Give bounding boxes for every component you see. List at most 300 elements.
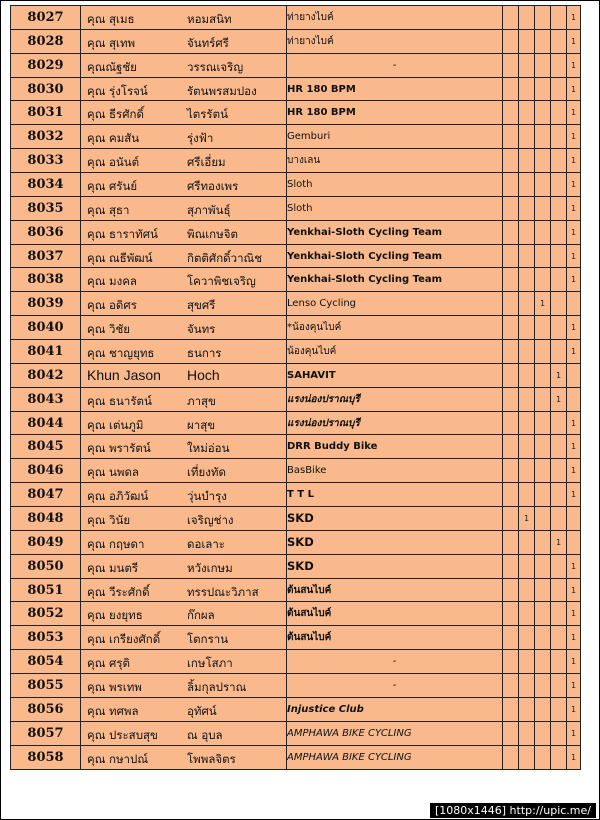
category-flag-5: 1 xyxy=(567,220,581,244)
first-name: คุณ กฤษดา xyxy=(87,536,145,551)
table-row xyxy=(11,721,581,745)
category-flag-3 xyxy=(535,697,551,721)
registration-table xyxy=(10,5,581,770)
category-flag-2 xyxy=(519,387,535,411)
category-flag-3 xyxy=(535,220,551,244)
first-name: คุณณัฐชัย xyxy=(87,59,137,74)
rider-name-cell xyxy=(81,530,287,554)
category-flag-5: 1 xyxy=(567,6,581,30)
category-flag-2 xyxy=(519,29,535,53)
table-row xyxy=(11,340,581,364)
first-name: คุณ ประสบสุข xyxy=(87,727,158,742)
last-name: วรรณเจริญ xyxy=(187,59,244,74)
table-row xyxy=(11,745,581,769)
first-name: คุณ ณธีพัฒน์ xyxy=(87,250,153,265)
bib-number: 8040 xyxy=(11,316,81,340)
last-name: โตกราน xyxy=(187,632,229,647)
category-flag-5: 1 xyxy=(567,674,581,698)
category-flag-3 xyxy=(535,602,551,626)
first-name: คุณ ธนารัตน์ xyxy=(87,393,152,408)
rider-name-cell xyxy=(81,411,287,435)
category-flag-1 xyxy=(503,149,519,173)
last-name: ภาสุข xyxy=(187,393,216,408)
bib-number: 8030 xyxy=(11,77,81,101)
rider-name-cell xyxy=(81,101,287,125)
last-name: รัตนพรสมปอง xyxy=(187,83,257,98)
rider-name-cell xyxy=(81,363,287,387)
category-flag-1 xyxy=(503,316,519,340)
last-name: รุ่งฟ้า xyxy=(187,131,214,146)
category-flag-1 xyxy=(503,650,519,674)
rider-name-cell xyxy=(81,387,287,411)
category-flag-5: 1 xyxy=(567,173,581,197)
table-row xyxy=(11,101,581,125)
last-name: ใหม่อ่อน xyxy=(187,441,230,456)
team-name: ต้นสนไบค์ xyxy=(287,626,503,650)
category-flag-4 xyxy=(551,578,567,602)
bib-number: 8043 xyxy=(11,387,81,411)
first-name: คุณ รุ่งโรจน์ xyxy=(87,83,148,98)
category-flag-1 xyxy=(503,29,519,53)
first-name: คุณ ธีรศักดิ์ xyxy=(87,107,144,122)
rider-name-cell xyxy=(81,149,287,173)
team-name: BasBike xyxy=(287,459,503,483)
table-row xyxy=(11,674,581,698)
rider-name-cell xyxy=(81,483,287,507)
category-flag-2 xyxy=(519,435,535,459)
category-flag-4 xyxy=(551,292,567,316)
category-flag-1 xyxy=(503,602,519,626)
category-flag-5: 1 xyxy=(567,721,581,745)
category-flag-4 xyxy=(551,483,567,507)
first-name: คุณ นพดล xyxy=(87,465,139,480)
category-flag-5: 1 xyxy=(567,411,581,435)
bib-number: 8057 xyxy=(11,721,81,745)
category-flag-3 xyxy=(535,244,551,268)
category-flag-3 xyxy=(535,6,551,30)
table-row xyxy=(11,196,581,220)
last-name: หอมสนิท xyxy=(187,12,232,26)
category-flag-1 xyxy=(503,435,519,459)
last-name: ดอเลาะ xyxy=(187,536,225,551)
rider-name-cell xyxy=(81,435,287,459)
team-name: แรงน่องปราณบุรี xyxy=(287,411,503,435)
team-name: น้องคุนไบค์ xyxy=(287,340,503,364)
category-flag-4 xyxy=(551,77,567,101)
first-name: คุณ ชาญยุทธ xyxy=(87,346,155,361)
category-flag-5: 1 xyxy=(567,435,581,459)
category-flag-1 xyxy=(503,530,519,554)
last-name: เกษโสภา xyxy=(187,656,233,671)
last-name: เที่ยงทัด xyxy=(187,465,226,480)
category-flag-5: 1 xyxy=(567,268,581,292)
category-flag-5: 1 xyxy=(567,77,581,101)
first-name: คุณ เกรียงศักดิ์ xyxy=(87,632,161,647)
category-flag-4 xyxy=(551,101,567,125)
team-name: SKD xyxy=(287,507,503,531)
rider-name-cell xyxy=(81,578,287,602)
registration-rows xyxy=(11,6,581,770)
category-flag-4 xyxy=(551,554,567,578)
category-flag-5: 1 xyxy=(567,697,581,721)
category-flag-3 xyxy=(535,650,551,674)
category-flag-5: 1 xyxy=(567,578,581,602)
category-flag-4 xyxy=(551,507,567,531)
team-name: - xyxy=(287,53,503,77)
category-flag-2 xyxy=(519,650,535,674)
first-name: คุณ อนันต์ xyxy=(87,155,140,170)
bib-number: 8038 xyxy=(11,268,81,292)
category-flag-5: 1 xyxy=(567,483,581,507)
category-flag-4 xyxy=(551,745,567,769)
last-name: Hoch xyxy=(187,366,220,383)
category-flag-2 xyxy=(519,292,535,316)
category-flag-3 xyxy=(535,745,551,769)
category-flag-5: 1 xyxy=(567,29,581,53)
team-name: SKD xyxy=(287,554,503,578)
category-flag-5: 1 xyxy=(567,745,581,769)
team-name: Sloth xyxy=(287,196,503,220)
category-flag-2 xyxy=(519,554,535,578)
bib-number: 8033 xyxy=(11,149,81,173)
category-flag-5: 1 xyxy=(567,244,581,268)
team-name: SAHAVIT xyxy=(287,363,503,387)
category-flag-3 xyxy=(535,29,551,53)
category-flag-1 xyxy=(503,6,519,30)
last-name: จันทร xyxy=(187,322,216,337)
table-row xyxy=(11,602,581,626)
last-name: เจริญช่าง xyxy=(187,513,234,528)
category-flag-5: 1 xyxy=(567,459,581,483)
team-name: AMPHAWA BIKE CYCLING xyxy=(287,721,503,745)
category-flag-1 xyxy=(503,626,519,650)
table-row xyxy=(11,626,581,650)
category-flag-2 xyxy=(519,674,535,698)
category-flag-1 xyxy=(503,483,519,507)
table-row xyxy=(11,483,581,507)
last-name: วุ่นบำรุง xyxy=(187,489,227,504)
category-flag-2 xyxy=(519,268,535,292)
team-name: ต้นสนไบค์ xyxy=(287,602,503,626)
first-name: คุณ สุเทพ xyxy=(87,35,136,50)
team-name: Yenkhai-Sloth Cycling Team xyxy=(287,244,503,268)
first-name: คุณ ศรันย์ xyxy=(87,179,138,194)
bib-number: 8035 xyxy=(11,196,81,220)
rider-name-cell xyxy=(81,292,287,316)
table-row xyxy=(11,459,581,483)
category-flag-1 xyxy=(503,411,519,435)
category-flag-3 xyxy=(535,173,551,197)
bib-number: 8052 xyxy=(11,602,81,626)
rider-name-cell xyxy=(81,53,287,77)
team-name: HR 180 BPM xyxy=(287,101,503,125)
category-flag-2 xyxy=(519,149,535,173)
category-flag-3 xyxy=(535,554,551,578)
rider-name-cell xyxy=(81,220,287,244)
category-flag-2 xyxy=(519,745,535,769)
category-flag-5 xyxy=(567,363,581,387)
category-flag-1 xyxy=(503,220,519,244)
table-row xyxy=(11,650,581,674)
first-name: คุณ อภิวัฒน์ xyxy=(87,489,149,504)
category-flag-4 xyxy=(551,459,567,483)
category-flag-1 xyxy=(503,507,519,531)
rider-name-cell xyxy=(81,674,287,698)
team-name: AMPHAWA BIKE CYCLING xyxy=(287,745,503,769)
table-row xyxy=(11,435,581,459)
category-flag-1 xyxy=(503,244,519,268)
category-flag-1 xyxy=(503,554,519,578)
category-flag-1 xyxy=(503,363,519,387)
category-flag-2 xyxy=(519,173,535,197)
table-row xyxy=(11,578,581,602)
table-row xyxy=(11,530,581,554)
category-flag-5: 1 xyxy=(567,53,581,77)
team-name: แรงน่องปราณบุรี xyxy=(287,387,503,411)
bib-number: 8029 xyxy=(11,53,81,77)
rider-name-cell xyxy=(81,196,287,220)
category-flag-1 xyxy=(503,268,519,292)
category-flag-3 xyxy=(535,77,551,101)
rider-name-cell xyxy=(81,507,287,531)
category-flag-1 xyxy=(503,578,519,602)
category-flag-2 xyxy=(519,602,535,626)
last-name: ณ อุบล xyxy=(187,727,223,742)
category-flag-2 xyxy=(519,363,535,387)
last-name: ลิ้มกุลปราณ xyxy=(187,680,247,695)
bib-number: 8055 xyxy=(11,674,81,698)
category-flag-4 xyxy=(551,674,567,698)
category-flag-3 xyxy=(535,53,551,77)
team-name: Gemburi xyxy=(287,125,503,149)
category-flag-2 xyxy=(519,340,535,364)
team-name: ท่ายางไบค์ xyxy=(287,6,503,30)
category-flag-2 xyxy=(519,626,535,650)
table-row xyxy=(11,316,581,340)
category-flag-1 xyxy=(503,53,519,77)
rider-name-cell xyxy=(81,125,287,149)
category-flag-4 xyxy=(551,650,567,674)
rider-name-cell xyxy=(81,721,287,745)
category-flag-4 xyxy=(551,697,567,721)
first-name: คุณ พรารัตน์ xyxy=(87,441,151,456)
category-flag-4: 1 xyxy=(551,363,567,387)
first-name: คุณ กษาปณ์ xyxy=(87,751,148,766)
first-name: คุณ ธาราทัศน์ xyxy=(87,226,158,241)
category-flag-1 xyxy=(503,721,519,745)
bib-number: 8050 xyxy=(11,554,81,578)
category-flag-4 xyxy=(551,244,567,268)
category-flag-4 xyxy=(551,220,567,244)
category-flag-3 xyxy=(535,435,551,459)
category-flag-1 xyxy=(503,674,519,698)
category-flag-4 xyxy=(551,6,567,30)
rider-name-cell xyxy=(81,602,287,626)
last-name: อุทัศน์ xyxy=(187,703,217,718)
category-flag-3 xyxy=(535,363,551,387)
table-row xyxy=(11,29,581,53)
table-row xyxy=(11,387,581,411)
category-flag-4 xyxy=(551,196,567,220)
rider-name-cell xyxy=(81,316,287,340)
team-name: ต้นสนไบค์ xyxy=(287,578,503,602)
category-flag-3 xyxy=(535,411,551,435)
rider-name-cell xyxy=(81,459,287,483)
category-flag-3 xyxy=(535,125,551,149)
table-row xyxy=(11,292,581,316)
category-flag-3 xyxy=(535,674,551,698)
table-row xyxy=(11,554,581,578)
category-flag-4: 1 xyxy=(551,387,567,411)
table-row xyxy=(11,697,581,721)
category-flag-3 xyxy=(535,483,551,507)
category-flag-4 xyxy=(551,125,567,149)
bib-number: 8041 xyxy=(11,340,81,364)
team-name: ท่ายางไบค์ xyxy=(287,29,503,53)
bib-number: 8046 xyxy=(11,459,81,483)
last-name: ทรรปณะวิภาส xyxy=(187,584,259,599)
category-flag-2 xyxy=(519,53,535,77)
category-flag-3 xyxy=(535,387,551,411)
category-flag-2 xyxy=(519,530,535,554)
category-flag-1 xyxy=(503,125,519,149)
category-flag-4 xyxy=(551,316,567,340)
bib-number: 8034 xyxy=(11,173,81,197)
bib-number: 8048 xyxy=(11,507,81,531)
category-flag-1 xyxy=(503,292,519,316)
upic-watermark[interactable]: [1080x1446] http://upic.me/ xyxy=(430,803,596,818)
team-name: *น้องคุนไบค์ xyxy=(287,316,503,340)
rider-name-cell xyxy=(81,6,287,30)
category-flag-1 xyxy=(503,340,519,364)
table-row xyxy=(11,53,581,77)
category-flag-5: 1 xyxy=(567,626,581,650)
first-name: คุณ ยงยุทธ xyxy=(87,608,143,623)
category-flag-1 xyxy=(503,387,519,411)
category-flag-4 xyxy=(551,149,567,173)
category-flag-4 xyxy=(551,29,567,53)
team-name: T T L xyxy=(287,483,503,507)
last-name: สุภาพันธุ์ xyxy=(187,202,231,217)
category-flag-3 xyxy=(535,149,551,173)
category-flag-2 xyxy=(519,411,535,435)
table-row xyxy=(11,6,581,30)
category-flag-2 xyxy=(519,721,535,745)
category-flag-4 xyxy=(551,411,567,435)
category-flag-2 xyxy=(519,101,535,125)
category-flag-5: 1 xyxy=(567,125,581,149)
first-name: คุณ มนตรี xyxy=(87,560,139,575)
last-name: จันทร์ศรี xyxy=(187,35,229,50)
category-flag-5: 1 xyxy=(567,101,581,125)
bib-number: 8031 xyxy=(11,101,81,125)
category-flag-4 xyxy=(551,435,567,459)
category-flag-3 xyxy=(535,196,551,220)
table-row xyxy=(11,244,581,268)
category-flag-5: 1 xyxy=(567,554,581,578)
bib-number: 8036 xyxy=(11,220,81,244)
bib-number: 8032 xyxy=(11,125,81,149)
first-name: คุณ เต่นภูมิ xyxy=(87,417,144,432)
category-flag-2: 1 xyxy=(519,507,535,531)
category-flag-5: 1 xyxy=(567,196,581,220)
first-name: คุณ คมสัน xyxy=(87,131,140,146)
category-flag-2 xyxy=(519,316,535,340)
category-flag-3 xyxy=(535,268,551,292)
rider-name-cell xyxy=(81,173,287,197)
first-name: คุณ ทศพล xyxy=(87,703,139,718)
last-name: โควาพิชเจริญ xyxy=(187,274,256,289)
category-flag-3 xyxy=(535,530,551,554)
table-row xyxy=(11,220,581,244)
category-flag-5: 1 xyxy=(567,316,581,340)
bib-number: 8044 xyxy=(11,411,81,435)
last-name: ศรีทองเพร xyxy=(187,179,239,194)
table-row xyxy=(11,77,581,101)
category-flag-2 xyxy=(519,125,535,149)
category-flag-4: 1 xyxy=(551,530,567,554)
team-name: Injustice Club xyxy=(287,697,503,721)
category-flag-1 xyxy=(503,101,519,125)
category-flag-1 xyxy=(503,745,519,769)
category-flag-2 xyxy=(519,6,535,30)
first-name: คุณ อดิศร xyxy=(87,298,137,313)
category-flag-2 xyxy=(519,220,535,244)
bib-number: 8054 xyxy=(11,650,81,674)
first-name: คุณ วีระศักดิ์ xyxy=(87,584,150,599)
category-flag-1 xyxy=(503,77,519,101)
last-name: ศรีเอี่ยม xyxy=(187,155,226,170)
category-flag-1 xyxy=(503,459,519,483)
team-name: DRR Buddy Bike xyxy=(287,435,503,459)
category-flag-1 xyxy=(503,697,519,721)
last-name: ก๊กผล xyxy=(187,608,215,623)
category-flag-5: 1 xyxy=(567,602,581,626)
last-name: กิตติศักดิ์วาณิช xyxy=(187,250,263,265)
table-row xyxy=(11,411,581,435)
team-name: - xyxy=(287,674,503,698)
table-row xyxy=(11,268,581,292)
team-name: Lenso Cycling xyxy=(287,292,503,316)
rider-name-cell xyxy=(81,650,287,674)
category-flag-3 xyxy=(535,721,551,745)
rider-name-cell xyxy=(81,340,287,364)
last-name: ธนการ xyxy=(187,346,222,361)
category-flag-5 xyxy=(567,292,581,316)
rider-name-cell xyxy=(81,554,287,578)
team-name: - xyxy=(287,650,503,674)
table-row xyxy=(11,125,581,149)
category-flag-2 xyxy=(519,244,535,268)
first-name: คุณ สุเมธ xyxy=(87,12,135,26)
category-flag-3 xyxy=(535,340,551,364)
category-flag-3 xyxy=(535,101,551,125)
category-flag-2 xyxy=(519,77,535,101)
category-flag-4 xyxy=(551,602,567,626)
category-flag-1 xyxy=(503,196,519,220)
bib-number: 8047 xyxy=(11,483,81,507)
category-flag-1 xyxy=(503,173,519,197)
category-flag-4 xyxy=(551,721,567,745)
bib-number: 8039 xyxy=(11,292,81,316)
table-row xyxy=(11,173,581,197)
category-flag-5 xyxy=(567,387,581,411)
last-name: หวังเกษม xyxy=(187,560,233,575)
first-name: คุณ ศรุติ xyxy=(87,656,130,671)
bib-number: 8028 xyxy=(11,29,81,53)
category-flag-3: 1 xyxy=(535,292,551,316)
category-flag-5: 1 xyxy=(567,149,581,173)
